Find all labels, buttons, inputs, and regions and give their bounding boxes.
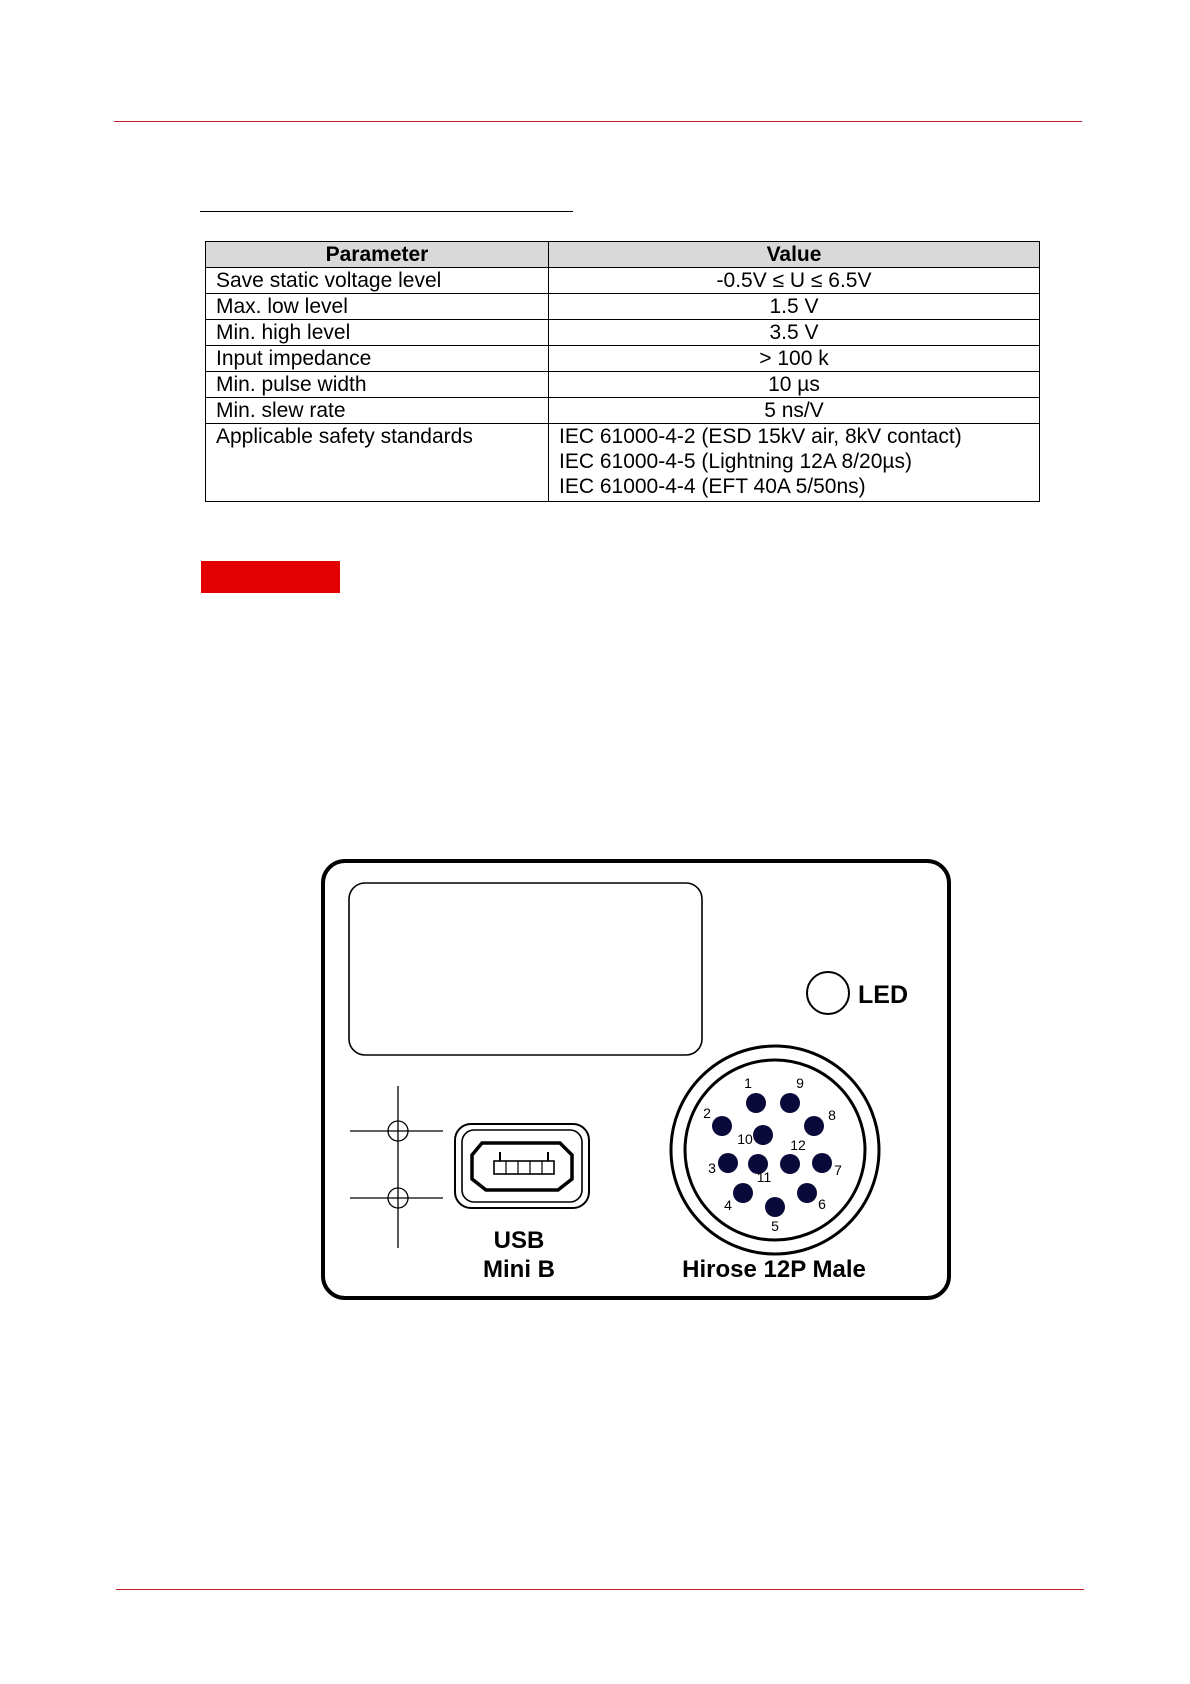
table-row [206, 398, 1040, 424]
table-row [206, 268, 1040, 294]
hirose-pin-8 [804, 1116, 824, 1136]
value-cell: 3.5 V [549, 320, 1040, 346]
safety-standard: IEC 61000-4-5 (Lightning 12A 8/20µs) [559, 450, 912, 473]
pin-label: 10 [737, 1131, 753, 1147]
section-heading-underline [200, 211, 573, 212]
warning-label-box [201, 561, 340, 593]
header-value: Value [549, 242, 1040, 268]
usb-label-type: Mini B [483, 1256, 555, 1283]
pin-label: 3 [708, 1160, 716, 1176]
table-row [206, 320, 1040, 346]
param-cell: Input impedance [206, 346, 549, 372]
usb-label: USB [493, 1227, 545, 1254]
pin-label: 5 [771, 1218, 779, 1234]
pin-label: 4 [724, 1197, 732, 1213]
table-row [206, 346, 1040, 372]
io-spec-table [205, 241, 1040, 502]
pin-label: 12 [790, 1137, 806, 1153]
param-cell: Min. high level [206, 320, 549, 346]
table-row [206, 372, 1040, 398]
pin-label: 1 [744, 1075, 752, 1091]
value-cell: -0.5V ≤ U ≤ 6.5V [549, 268, 1040, 294]
value-cell: 10 µs [549, 372, 1040, 398]
camera-rear-panel-diagram [320, 858, 960, 1304]
hirose-pin-4 [733, 1183, 753, 1203]
value-cell: 1.5 V [549, 294, 1040, 320]
hirose-pin-9 [780, 1093, 800, 1113]
led-label: LED [858, 981, 908, 1009]
param-cell: Save static voltage level [206, 268, 549, 294]
header-rule [114, 121, 1082, 122]
header-parameter: Parameter [206, 242, 549, 268]
hirose-pin-2 [712, 1116, 732, 1136]
hirose-pin-12 [780, 1154, 800, 1174]
table-row-safety [206, 424, 1040, 502]
hirose-pin-3 [718, 1153, 738, 1173]
safety-standard: IEC 61000-4-4 (EFT 40A 5/50ns) [559, 475, 866, 498]
led-icon [807, 972, 849, 1014]
hirose-pin-5 [765, 1197, 785, 1217]
table-header-row [206, 242, 1040, 268]
table-row [206, 294, 1040, 320]
value-cell-multiline [549, 424, 1040, 502]
param-cell: Max. low level [206, 294, 549, 320]
safety-standard: IEC 61000-4-2 (ESD 15kV air, 8kV contact) [559, 425, 962, 448]
hirose-12p-connector [671, 1046, 879, 1254]
value-cell: 5 ns/V [549, 398, 1040, 424]
pin-label: 2 [703, 1105, 711, 1121]
param-cell: Min. slew rate [206, 398, 549, 424]
label-plate [349, 883, 702, 1055]
pin-label: 8 [828, 1107, 836, 1123]
pin-label: 11 [756, 1169, 772, 1185]
param-cell: Applicable safety standards [206, 424, 549, 502]
pin-label: 6 [818, 1196, 826, 1212]
footer-rule [116, 1589, 1084, 1590]
pin-label: 9 [796, 1075, 804, 1091]
pin-label: 7 [834, 1162, 842, 1178]
hirose-pin-7 [812, 1153, 832, 1173]
param-cell: Min. pulse width [206, 372, 549, 398]
value-cell: > 100 k [549, 346, 1040, 372]
hirose-label: Hirose 12P Male [682, 1256, 866, 1283]
hirose-pin-1 [746, 1093, 766, 1113]
hirose-pin-10 [753, 1125, 773, 1145]
hirose-pin-6 [797, 1183, 817, 1203]
